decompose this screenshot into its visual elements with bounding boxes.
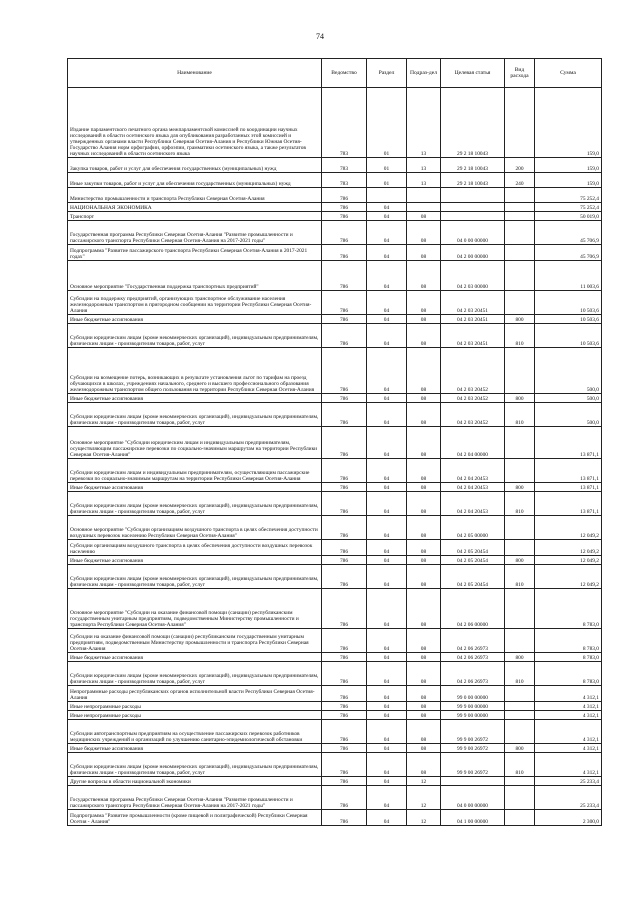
row-dept: 786 bbox=[322, 315, 367, 324]
row-section: 04 bbox=[367, 810, 407, 826]
row-name: Субсидии юридическим лицам (кроме некоммерческих организаций), индивидуальным предпринимателям, физическим лицам - производителям товаров, работ, услуг bbox=[68, 403, 322, 427]
row-article: 04 2 03 20452 bbox=[441, 394, 505, 403]
row-dept: 786 bbox=[322, 459, 367, 483]
row-section: 04 bbox=[367, 686, 407, 702]
row-section: 04 bbox=[367, 653, 407, 662]
row-name: Субсидии юридическим лицам (кроме некоммерческих организаций), индивидуальным предпринимателям, физическим лицам - производителям товаров, работ, услуг bbox=[68, 565, 322, 589]
row-expense bbox=[505, 459, 535, 483]
row-subsection: 08 bbox=[407, 427, 441, 459]
row-expense bbox=[505, 188, 535, 203]
row-section: 04 bbox=[367, 315, 407, 324]
row-sum: 25 233,4 bbox=[535, 777, 602, 786]
table-row bbox=[68, 565, 602, 589]
row-section: 04 bbox=[367, 753, 407, 777]
row-dept: 786 bbox=[322, 245, 367, 261]
row-expense: 810 bbox=[505, 492, 535, 516]
row-article: 04 2 03 20451 bbox=[441, 291, 505, 315]
table-row bbox=[68, 686, 602, 702]
row-expense bbox=[505, 540, 535, 556]
row-subsection: 08 bbox=[407, 348, 441, 394]
row-section: 01 bbox=[367, 158, 407, 173]
table-row bbox=[68, 158, 602, 173]
row-expense: 800 bbox=[505, 653, 535, 662]
table-row bbox=[68, 348, 602, 394]
row-sum: 4 312,1 bbox=[535, 711, 602, 720]
row-subsection: 08 bbox=[407, 653, 441, 662]
row-subsection: 08 bbox=[407, 744, 441, 753]
table-row bbox=[68, 459, 602, 483]
header-article: Целевая статья bbox=[441, 59, 505, 88]
row-subsection: 08 bbox=[407, 492, 441, 516]
row-article: 99 9 00 26972 bbox=[441, 753, 505, 777]
row-sum: 75 252,4 bbox=[535, 203, 602, 212]
row-name: Основное мероприятие "Субсидии юридическим лицам и индивидуальным предпринимателям, осуществляющим пассажирские перевозки по социально-значимым маршрутам на территории Республики Северная Осетия-Алания" bbox=[68, 427, 322, 459]
row-subsection: 08 bbox=[407, 394, 441, 403]
row-dept: 783 bbox=[322, 173, 367, 188]
row-dept: 786 bbox=[322, 753, 367, 777]
row-subsection: 08 bbox=[407, 662, 441, 686]
row-subsection: 08 bbox=[407, 720, 441, 744]
table-row bbox=[68, 662, 602, 686]
table-body bbox=[68, 88, 602, 826]
row-article: 04 2 05 20454 bbox=[441, 556, 505, 565]
row-sum: 2 300,0 bbox=[535, 810, 602, 826]
row-name: Иные бюджетные ассигнования bbox=[68, 315, 322, 324]
row-expense bbox=[505, 291, 535, 315]
row-dept: 786 bbox=[322, 221, 367, 245]
row-section: 04 bbox=[367, 483, 407, 492]
table-row bbox=[68, 653, 602, 662]
row-name: Основное мероприятие "Субсидии на оказание финансовой помощи (санации) республиканским государственным унитарным предприятиям, подведомственным Министерству промышленности и транспорта Республики Северная Осетия-Алания" bbox=[68, 589, 322, 629]
row-subsection: 08 bbox=[407, 565, 441, 589]
row-name: Основное мероприятие "Субсидии организациям воздушного транспорта в целях обеспечения доступности воздушных перевозок населению Республики Северная Осетия-Алания" bbox=[68, 516, 322, 540]
row-dept: 786 bbox=[322, 324, 367, 348]
row-name: Основное мероприятие "Государственная поддержка транспортных предприятий" bbox=[68, 261, 322, 291]
row-subsection: 08 bbox=[407, 221, 441, 245]
table-row bbox=[68, 711, 602, 720]
row-sum: 12 049,2 bbox=[535, 540, 602, 556]
row-expense: 810 bbox=[505, 565, 535, 589]
table-row bbox=[68, 556, 602, 565]
row-section: 04 bbox=[367, 744, 407, 753]
row-dept: 783 bbox=[322, 88, 367, 158]
row-dept: 783 bbox=[322, 158, 367, 173]
table-row bbox=[68, 629, 602, 653]
row-subsection: 12 bbox=[407, 810, 441, 826]
row-dept: 786 bbox=[322, 810, 367, 826]
row-article: 29 2 18 10043 bbox=[441, 88, 505, 158]
row-subsection bbox=[407, 203, 441, 212]
row-expense: 810 bbox=[505, 324, 535, 348]
row-sum: 50 019,0 bbox=[535, 212, 602, 221]
row-dept: 786 bbox=[322, 516, 367, 540]
header-subsection: Подраз-дел bbox=[407, 59, 441, 88]
row-subsection: 08 bbox=[407, 540, 441, 556]
row-name: Иные бюджетные ассигнования bbox=[68, 394, 322, 403]
row-expense bbox=[505, 261, 535, 291]
row-sum: 12 049,2 bbox=[535, 556, 602, 565]
row-name: Иные бюджетные ассигнования bbox=[68, 483, 322, 492]
row-dept: 786 bbox=[322, 348, 367, 394]
row-expense: 800 bbox=[505, 744, 535, 753]
row-dept: 786 bbox=[322, 188, 367, 203]
table-row bbox=[68, 720, 602, 744]
row-subsection: 08 bbox=[407, 483, 441, 492]
row-name: Субсидии юридическим лицам (кроме некоммерческих организаций), индивидуальным предпринимателям, физическим лицам - производителям товаров, работ, услуг bbox=[68, 324, 322, 348]
row-expense bbox=[505, 212, 535, 221]
row-section: 04 bbox=[367, 565, 407, 589]
table-row bbox=[68, 483, 602, 492]
row-name: Иные бюджетные ассигнования bbox=[68, 744, 322, 753]
row-dept: 786 bbox=[322, 711, 367, 720]
row-article: 04 2 03 20451 bbox=[441, 324, 505, 348]
row-section: 04 bbox=[367, 291, 407, 315]
row-subsection: 08 bbox=[407, 261, 441, 291]
row-expense bbox=[505, 629, 535, 653]
row-section: 01 bbox=[367, 173, 407, 188]
row-section: 04 bbox=[367, 324, 407, 348]
row-sum: 45 706,9 bbox=[535, 221, 602, 245]
row-article: 04 2 00 00000 bbox=[441, 245, 505, 261]
row-article bbox=[441, 777, 505, 786]
row-article: 04 2 05 20454 bbox=[441, 540, 505, 556]
row-subsection: 08 bbox=[407, 629, 441, 653]
row-article: 04 2 03 20452 bbox=[441, 403, 505, 427]
table-row bbox=[68, 203, 602, 212]
row-sum: 4 312,1 bbox=[535, 753, 602, 777]
row-name: Подпрограмма "Развитие промышленности (кроме пищевой и полиграфической) Республики Северная Осетия - Алания" bbox=[68, 810, 322, 826]
row-sum: 159,0 bbox=[535, 173, 602, 188]
row-sum: 500,0 bbox=[535, 403, 602, 427]
row-article bbox=[441, 203, 505, 212]
row-expense: 800 bbox=[505, 394, 535, 403]
row-section: 04 bbox=[367, 556, 407, 565]
row-article: 04 2 05 00000 bbox=[441, 516, 505, 540]
row-expense bbox=[505, 686, 535, 702]
row-sum: 13 871,1 bbox=[535, 427, 602, 459]
table-row bbox=[68, 324, 602, 348]
row-section: 04 bbox=[367, 777, 407, 786]
row-expense bbox=[505, 348, 535, 394]
row-section: 04 bbox=[367, 348, 407, 394]
row-subsection: 12 bbox=[407, 786, 441, 810]
row-article: 29 2 18 10043 bbox=[441, 158, 505, 173]
row-dept: 786 bbox=[322, 653, 367, 662]
row-article: 04 2 05 20454 bbox=[441, 565, 505, 589]
row-article: 04 2 04 20453 bbox=[441, 483, 505, 492]
table-row bbox=[68, 516, 602, 540]
row-article: 04 2 04 20453 bbox=[441, 459, 505, 483]
table-row bbox=[68, 786, 602, 810]
row-expense bbox=[505, 516, 535, 540]
row-article: 29 2 18 10043 bbox=[441, 173, 505, 188]
row-dept: 786 bbox=[322, 483, 367, 492]
row-sum: 13 871,1 bbox=[535, 483, 602, 492]
row-expense bbox=[505, 88, 535, 158]
table-row bbox=[68, 261, 602, 291]
row-sum: 11 003,6 bbox=[535, 261, 602, 291]
row-expense: 810 bbox=[505, 662, 535, 686]
row-dept: 786 bbox=[322, 403, 367, 427]
row-name: Иные непрограммные расходы bbox=[68, 711, 322, 720]
row-dept: 786 bbox=[322, 540, 367, 556]
row-name: Издание парламентского печатного органа межпарламентской комиссией по координации научных исследований в области осетинского языка для опубликования разработанных этой комиссией и утвержденных органами власти Республики Северная Осетия-Алания и Республики Южная Осетия-Государство Алания норм орфографии, орфоэпии, грамматики осетинского языка, а также результатов научных исследований в области осетинского языка bbox=[68, 88, 322, 158]
row-name: Государственная программа Республики Северная Осетия-Алания "Развитие промышленности и пассажирского транспорта Республики Северная Осетия-Алания на 2017-2021 годы" bbox=[68, 786, 322, 810]
row-sum: 10 503,6 bbox=[535, 324, 602, 348]
row-subsection: 08 bbox=[407, 711, 441, 720]
row-name: Иные закупки товаров, работ и услуг для обеспечения государственных (муниципальных) нужд bbox=[68, 173, 322, 188]
row-expense bbox=[505, 702, 535, 711]
row-section: 04 bbox=[367, 702, 407, 711]
row-section: 04 bbox=[367, 203, 407, 212]
row-article: 99 9 00 00000 bbox=[441, 711, 505, 720]
row-section: 04 bbox=[367, 540, 407, 556]
row-expense bbox=[505, 221, 535, 245]
row-expense bbox=[505, 203, 535, 212]
row-section: 04 bbox=[367, 662, 407, 686]
row-sum: 159,0 bbox=[535, 88, 602, 158]
row-article: 04 0 00 00000 bbox=[441, 786, 505, 810]
table-row bbox=[68, 173, 602, 188]
row-name: Подпрограмма "Развитие пассажирского транспорта Республики Северная Осетия-Алания в 2017-2021 годах" bbox=[68, 245, 322, 261]
row-dept: 786 bbox=[322, 556, 367, 565]
row-dept: 786 bbox=[322, 212, 367, 221]
table-row bbox=[68, 212, 602, 221]
row-name: Иные бюджетные ассигнования bbox=[68, 556, 322, 565]
header-name: Наименование bbox=[68, 59, 322, 88]
row-name: Субсидии организациям воздушного транспорта в целях обеспечения доступности воздушных перевозок населению bbox=[68, 540, 322, 556]
row-sum: 13 871,1 bbox=[535, 492, 602, 516]
row-sum: 12 049,2 bbox=[535, 565, 602, 589]
row-sum: 4 312,1 bbox=[535, 720, 602, 744]
row-article: 99 0 00 00000 bbox=[441, 686, 505, 702]
row-section: 04 bbox=[367, 427, 407, 459]
row-dept: 786 bbox=[322, 777, 367, 786]
table-row bbox=[68, 221, 602, 245]
row-section: 04 bbox=[367, 589, 407, 629]
row-subsection: 13 bbox=[407, 173, 441, 188]
row-name: Субсидии юридическим лицам (кроме некоммерческих организаций), индивидуальным предпринимателям, физическим лицам - производителям товаров, работ, услуг bbox=[68, 753, 322, 777]
row-subsection: 08 bbox=[407, 245, 441, 261]
header-sum: Сумма bbox=[535, 59, 602, 88]
row-subsection: 13 bbox=[407, 158, 441, 173]
row-sum: 500,0 bbox=[535, 394, 602, 403]
row-name: Субсидии юридическим лицам (кроме некоммерческих организаций), индивидуальным предпринимателям, физическим лицам - производителям товаров, работ, услуг bbox=[68, 662, 322, 686]
table-row bbox=[68, 753, 602, 777]
row-subsection: 08 bbox=[407, 459, 441, 483]
table-row bbox=[68, 394, 602, 403]
row-expense bbox=[505, 720, 535, 744]
table-row bbox=[68, 315, 602, 324]
table-row bbox=[68, 291, 602, 315]
row-sum: 4 312,1 bbox=[535, 702, 602, 711]
table-row bbox=[68, 777, 602, 786]
row-dept: 786 bbox=[322, 394, 367, 403]
row-section: 04 bbox=[367, 516, 407, 540]
row-subsection bbox=[407, 188, 441, 203]
table-row bbox=[68, 245, 602, 261]
row-expense: 800 bbox=[505, 315, 535, 324]
table-row bbox=[68, 702, 602, 711]
row-section: 04 bbox=[367, 459, 407, 483]
row-sum: 8 783,0 bbox=[535, 662, 602, 686]
row-subsection: 08 bbox=[407, 324, 441, 348]
row-section: 04 bbox=[367, 245, 407, 261]
row-sum: 12 049,2 bbox=[535, 516, 602, 540]
row-dept: 786 bbox=[322, 662, 367, 686]
row-expense: 800 bbox=[505, 556, 535, 565]
row-subsection: 08 bbox=[407, 315, 441, 324]
row-section: 04 bbox=[367, 720, 407, 744]
row-section: 04 bbox=[367, 221, 407, 245]
row-article: 04 1 00 00000 bbox=[441, 810, 505, 826]
row-name: Другие вопросы в области национальной экономики bbox=[68, 777, 322, 786]
row-section: 04 bbox=[367, 711, 407, 720]
row-name: Субсидии юридическим лицам и индивидуальным предпринимателям, осуществляющим пассажирские перевозки по социально-значимым маршрутам на территории Республики Северная Осетия-Алания bbox=[68, 459, 322, 483]
row-article: 99 9 00 26972 bbox=[441, 720, 505, 744]
table-row bbox=[68, 88, 602, 158]
row-section: 01 bbox=[367, 88, 407, 158]
row-sum: 10 503,6 bbox=[535, 291, 602, 315]
row-subsection: 08 bbox=[407, 403, 441, 427]
row-subsection: 08 bbox=[407, 686, 441, 702]
row-expense: 200 bbox=[505, 158, 535, 173]
row-dept: 786 bbox=[322, 720, 367, 744]
row-article: 04 2 06 26973 bbox=[441, 662, 505, 686]
row-section: 04 bbox=[367, 629, 407, 653]
row-article: 04 2 03 00000 bbox=[441, 261, 505, 291]
table-row bbox=[68, 492, 602, 516]
row-subsection: 08 bbox=[407, 291, 441, 315]
row-dept: 786 bbox=[322, 261, 367, 291]
row-name: Непрограммные расходы республиканских органов исполнительной власти Республики Северная Осетия-Алания bbox=[68, 686, 322, 702]
row-expense: 810 bbox=[505, 403, 535, 427]
row-dept: 786 bbox=[322, 203, 367, 212]
row-expense bbox=[505, 711, 535, 720]
row-name: Транспорт bbox=[68, 212, 322, 221]
row-expense: 800 bbox=[505, 483, 535, 492]
row-expense bbox=[505, 777, 535, 786]
table-row bbox=[68, 589, 602, 629]
row-dept: 786 bbox=[322, 492, 367, 516]
row-sum: 8 783,0 bbox=[535, 653, 602, 662]
table-row bbox=[68, 810, 602, 826]
row-sum: 8 783,0 bbox=[535, 629, 602, 653]
row-dept: 786 bbox=[322, 744, 367, 753]
row-article: 04 2 04 00000 bbox=[441, 427, 505, 459]
row-expense bbox=[505, 786, 535, 810]
header-dept: Ведомство bbox=[322, 59, 367, 88]
row-dept: 786 bbox=[322, 427, 367, 459]
row-article: 04 2 03 20451 bbox=[441, 315, 505, 324]
table-row bbox=[68, 540, 602, 556]
row-name: Иные непрограммные расходы bbox=[68, 702, 322, 711]
table-row bbox=[68, 427, 602, 459]
row-article: 04 2 06 00000 bbox=[441, 589, 505, 629]
row-section bbox=[367, 188, 407, 203]
row-dept: 786 bbox=[322, 686, 367, 702]
row-section: 04 bbox=[367, 261, 407, 291]
row-article: 04 2 06 26973 bbox=[441, 629, 505, 653]
row-expense: 810 bbox=[505, 753, 535, 777]
row-dept: 786 bbox=[322, 589, 367, 629]
budget-table bbox=[67, 58, 602, 826]
row-section: 04 bbox=[367, 786, 407, 810]
row-dept: 786 bbox=[322, 786, 367, 810]
row-sum: 500,0 bbox=[535, 348, 602, 394]
row-sum: 10 503,6 bbox=[535, 315, 602, 324]
row-sum: 13 871,1 bbox=[535, 459, 602, 483]
row-article: 99 9 00 26972 bbox=[441, 744, 505, 753]
row-sum: 45 706,9 bbox=[535, 245, 602, 261]
row-subsection: 08 bbox=[407, 753, 441, 777]
table-row bbox=[68, 188, 602, 203]
table-row bbox=[68, 403, 602, 427]
row-name: Государственная программа Республики Северная Осетия-Алания "Развитие промышленности и пассажирского транспорта Республики Северная Осетия-Алания на 2017-2021 годы" bbox=[68, 221, 322, 245]
row-subsection: 08 bbox=[407, 589, 441, 629]
row-subsection: 12 bbox=[407, 777, 441, 786]
table-header-row bbox=[68, 59, 602, 88]
page-number: 74 bbox=[316, 32, 324, 41]
row-article: 04 2 06 26973 bbox=[441, 653, 505, 662]
row-subsection: 13 bbox=[407, 88, 441, 158]
row-section: 04 bbox=[367, 212, 407, 221]
row-expense: 240 bbox=[505, 173, 535, 188]
row-name: Субсидии автотранспортным предприятиям на осуществление пассажирских перевозок работников медицинских учреждений и организаций по улучшению санитарно-эпидемиологической обстановки bbox=[68, 720, 322, 744]
row-article bbox=[441, 188, 505, 203]
row-name: Субсидии на оказание финансовой помощи (санации) республиканским государственным унитарным предприятиям, подведомственным Министерству промышленности и транспорта Республики Северная Осетия-Алания bbox=[68, 629, 322, 653]
row-article: 04 2 04 20453 bbox=[441, 492, 505, 516]
row-sum: 75 252,4 bbox=[535, 188, 602, 203]
row-name: Субсидии на поддержку предприятий, организующих транспортное обслуживание населения железнодорожным транспортом в пригородном сообщении на территории Республики Северная Осетия-Алания bbox=[68, 291, 322, 315]
row-expense bbox=[505, 589, 535, 629]
row-article: 04 0 00 00000 bbox=[441, 221, 505, 245]
row-dept: 786 bbox=[322, 702, 367, 711]
row-sum: 25 233,4 bbox=[535, 786, 602, 810]
row-name: НАЦИОНАЛЬНАЯ ЭКОНОМИКА bbox=[68, 203, 322, 212]
row-expense bbox=[505, 427, 535, 459]
row-sum: 4 312,1 bbox=[535, 744, 602, 753]
row-sum: 8 783,0 bbox=[535, 589, 602, 629]
row-subsection: 08 bbox=[407, 556, 441, 565]
row-expense bbox=[505, 810, 535, 826]
row-dept: 786 bbox=[322, 629, 367, 653]
row-article: 99 9 00 00000 bbox=[441, 702, 505, 711]
row-expense bbox=[505, 245, 535, 261]
row-name: Иные бюджетные ассигнования bbox=[68, 653, 322, 662]
row-sum: 4 312,1 bbox=[535, 686, 602, 702]
table-row bbox=[68, 744, 602, 753]
row-section: 04 bbox=[367, 394, 407, 403]
row-subsection: 08 bbox=[407, 702, 441, 711]
row-section: 04 bbox=[367, 492, 407, 516]
row-article bbox=[441, 212, 505, 221]
row-dept: 786 bbox=[322, 291, 367, 315]
row-article: 04 2 03 20452 bbox=[441, 348, 505, 394]
row-section: 04 bbox=[367, 403, 407, 427]
row-name: Министерство промышленности и транспорта Республики Северная Осетия-Алания bbox=[68, 188, 322, 203]
row-name: Субсидии на возмещение потерь, возникающих в результате установления льгот по тарифам на проезд обучающихся в школах, учреждениях начального, среднего и высшего профессионального образования железнодорожным транспортом общего пользования на территории Республики Северная Осетия-Алания bbox=[68, 348, 322, 394]
row-subsection: 08 bbox=[407, 212, 441, 221]
row-dept: 786 bbox=[322, 565, 367, 589]
row-subsection: 08 bbox=[407, 516, 441, 540]
row-sum: 159,0 bbox=[535, 158, 602, 173]
header-section: Раздел bbox=[367, 59, 407, 88]
header-expense: Вид расхода bbox=[505, 59, 535, 88]
row-name: Закупка товаров, работ и услуг для обеспечения государственных (муниципальных) нужд bbox=[68, 158, 322, 173]
row-name: Субсидии юридическим лицам (кроме некоммерческих организаций), индивидуальным предпринимателям, физическим лицам - производителям товаров, работ, услуг bbox=[68, 492, 322, 516]
